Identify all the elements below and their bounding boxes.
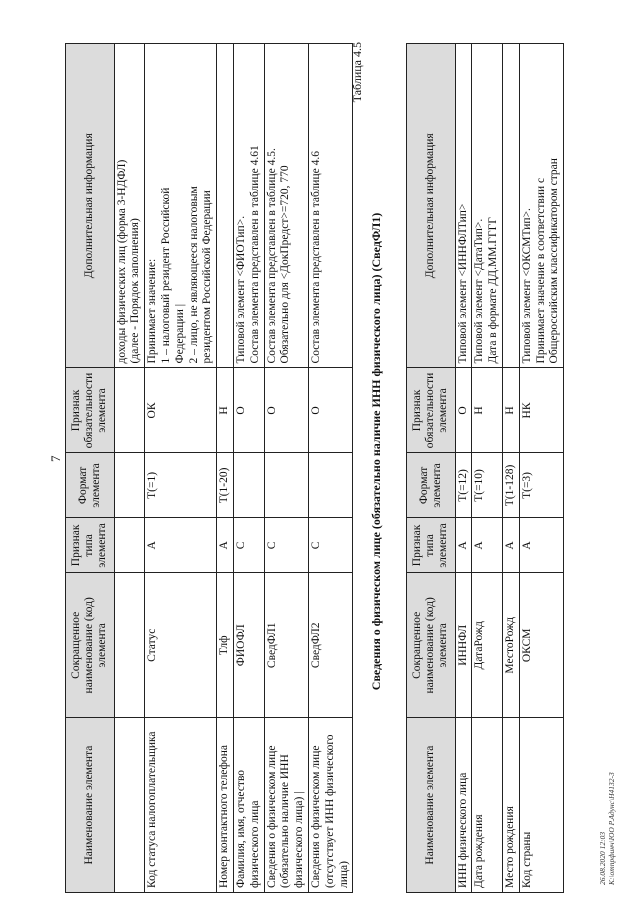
cell-format: Т(=3) — [519, 453, 563, 518]
cell-type: А — [145, 518, 217, 573]
cell-type: С — [234, 518, 265, 573]
rotated-document-page — [20, 4, 620, 899]
cell-name: Код страны — [519, 718, 563, 893]
cell-name: Место рождения — [503, 718, 520, 893]
cell-info-line: Общероссийским классификатором стран — [548, 158, 561, 364]
cell-type: А — [519, 518, 563, 573]
cell-format — [114, 453, 145, 518]
cell-info — [309, 44, 353, 368]
header-format: Формат элемента — [407, 453, 456, 518]
cell-name: Дата рождения — [472, 718, 503, 893]
cell-info-line: Дата в формате ДД.ММ.ГГГГ — [487, 217, 500, 364]
cell-info-line: 2 – лицо, не являющееся налоговым — [187, 186, 200, 364]
cell-info-line: Типовой элемент <ДатаТип>. — [473, 218, 486, 364]
table-row — [217, 44, 234, 893]
cell-info-line: Состав элемента представлен в таблице 4.5. — [265, 148, 278, 364]
header-info: Дополнительная информация — [407, 44, 456, 368]
header-required: Признак обязательности элемента — [407, 368, 456, 453]
cell-format — [234, 453, 265, 518]
cell-info — [264, 44, 308, 368]
table-row — [234, 44, 265, 893]
table-row — [472, 44, 503, 893]
cell-name: Номер контактного телефона — [217, 718, 234, 893]
cell-name: Фамилия, имя, отчество физического лица — [234, 718, 265, 893]
table-body — [114, 44, 353, 893]
cell-format: Т(=1) — [145, 453, 217, 518]
page-number: 7 — [48, 455, 63, 462]
cell-format: Т(1-20) — [217, 453, 234, 518]
cell-info-line: Типовой элемент <ОКСМТип>. — [520, 208, 533, 364]
cell-info-line: 1 – налоговый резидент Российской — [160, 187, 173, 364]
cell-info — [114, 44, 145, 368]
cell-format: Т(1-128) — [503, 453, 520, 518]
header-format: Формат элемента — [66, 453, 115, 518]
cell-info-line: Состав элемента представлен в таблице 4.6 — [310, 151, 323, 364]
file-stamp-line: 26.08.2020 12:03 — [598, 831, 607, 885]
cell-info — [217, 44, 234, 368]
table-number: Таблица 4.5 — [350, 42, 364, 103]
cell-info-line: Принимает значение в соответствии с — [534, 177, 547, 364]
cell-format — [309, 453, 353, 518]
cell-short-name — [114, 573, 145, 718]
cell-format: Т(=10) — [472, 453, 503, 518]
table-row — [309, 44, 353, 893]
cell-type: А — [503, 518, 520, 573]
cell-name: Сведения о физическом лице (отсутствует ИНН физического лица) — [309, 718, 353, 893]
cell-info-line: резидентом Российской Федерации — [201, 190, 214, 364]
header-name: Наименование элемента — [407, 718, 456, 893]
cell-required: О — [309, 368, 353, 453]
table-row — [503, 44, 520, 893]
cell-type: С — [309, 518, 353, 573]
cell-name: ИНН физического лица — [455, 718, 472, 893]
cell-required: О — [455, 368, 472, 453]
cell-format: Т(=12) — [455, 453, 472, 518]
header-type: Признак типа элемента — [407, 518, 456, 573]
cell-info — [472, 44, 503, 368]
cell-short-name: СведФЛ2 — [309, 573, 353, 718]
header-type: Признак типа элемента — [66, 518, 115, 573]
cell-short-name: Тлф — [217, 573, 234, 718]
table-caption: Сведения о физическом лице (обязательно наличие ИНН физического лица) (СведФЛ1) — [369, 212, 383, 691]
table-row — [114, 44, 145, 893]
cell-info-line: Состав элемента представлен в таблице 4.61 — [248, 145, 261, 364]
cell-type: А — [217, 518, 234, 573]
cell-info — [503, 44, 520, 368]
table-row — [455, 44, 472, 893]
cell-info-line: Федерации | — [173, 303, 186, 364]
cell-type — [114, 518, 145, 573]
cell-short-name: СведФЛ1 — [264, 573, 308, 718]
cell-required: О — [234, 368, 265, 453]
cell-format — [264, 453, 308, 518]
table-4-5 — [406, 43, 564, 893]
cell-info-line: Типовой элемент <ФИОТип>. — [235, 215, 248, 364]
cell-info — [455, 44, 472, 368]
cell-short-name: МестоРожд — [503, 573, 520, 718]
cell-info-line: (далее - Порядок заполнения) — [129, 218, 142, 364]
cell-required: О — [264, 368, 308, 453]
table-row — [519, 44, 563, 893]
cell-info-line: Типовой элемент <ИННФЛТип> — [456, 203, 469, 364]
cell-info — [519, 44, 563, 368]
table-header-row — [66, 44, 115, 893]
table-body — [455, 44, 564, 893]
header-required: Признак обязательности элемента — [66, 368, 115, 453]
file-stamp-line: К:\отпрфинч\ЮО Р.Адунс\Н4132-3 — [607, 772, 617, 885]
cell-required — [114, 368, 145, 453]
cell-name: Сведения о физическом лице (обязательно наличие ИНН физического лица) | — [264, 718, 308, 893]
table-continued — [65, 43, 353, 893]
cell-short-name: ДатаРожд — [472, 573, 503, 718]
header-info: Дополнительная информация — [66, 44, 115, 368]
header-short-name: Сокращенное наименование (код) элемента — [66, 573, 115, 718]
table-row — [264, 44, 308, 893]
cell-info-line: Обязательно для <ДокПредст>=720, 770 — [279, 165, 292, 364]
cell-type: А — [455, 518, 472, 573]
cell-type: С — [264, 518, 308, 573]
cell-required: Н — [217, 368, 234, 453]
file-stamp — [598, 772, 617, 885]
cell-required: Н — [472, 368, 503, 453]
cell-name: Код статуса налогоплательщика — [145, 718, 217, 893]
cell-short-name: ОКСМ — [519, 573, 563, 718]
header-short-name: Сокращенное наименование (код) элемента — [407, 573, 456, 718]
cell-required: НК — [519, 368, 563, 453]
cell-short-name: ФИОФЛ — [234, 573, 265, 718]
cell-short-name: Статус — [145, 573, 217, 718]
cell-type: А — [472, 518, 503, 573]
cell-info — [145, 44, 217, 368]
table-header-row — [407, 44, 456, 893]
table-row — [145, 44, 217, 893]
header-name: Наименование элемента — [66, 718, 115, 893]
cell-info-line: Принимает значение: — [146, 258, 159, 364]
cell-required: ОК — [145, 368, 217, 453]
cell-info-line: доходы физических лиц (форма 3-НДФЛ) — [115, 159, 128, 364]
cell-name — [114, 718, 145, 893]
cell-info — [234, 44, 265, 368]
cell-required: Н — [503, 368, 520, 453]
cell-short-name: ИННФЛ — [455, 573, 472, 718]
